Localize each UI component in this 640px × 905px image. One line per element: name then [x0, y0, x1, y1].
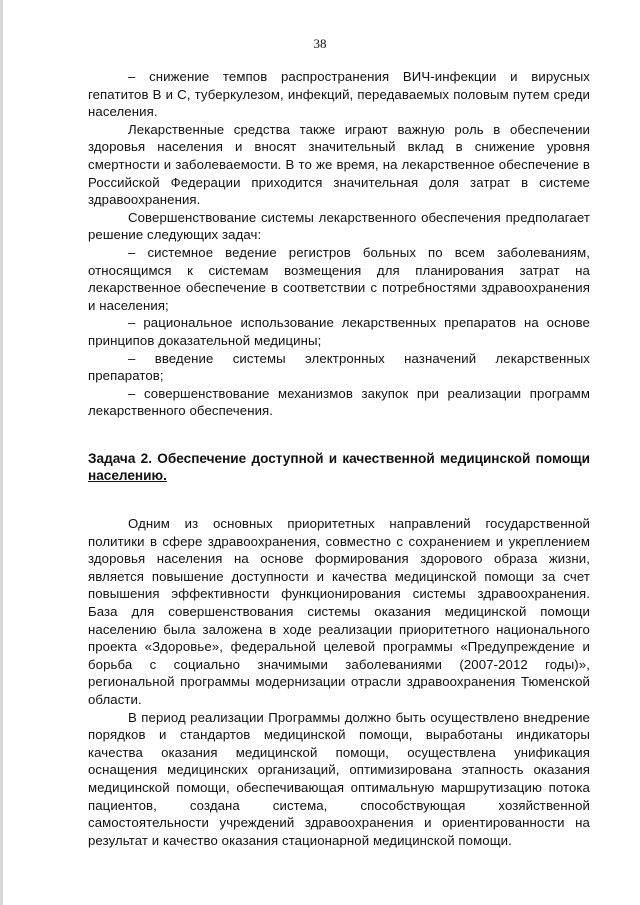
paragraph-priority-direction: Одним из основных приоритетных направлений государственной политики в сфере здравоохранения, совместно с сохранением и укреплением здоровья населения на основе формирования здорового образа жизни, является повышение доступности и качества медицинской помощи за счет повышения эффективности функционирования системы здравоохранения. База для совершенствования системы оказания медицинской помощи населению была заложена в ходе реализации приоритетного национального проекта «Здоровье», федеральной целевой программы «Предупреждение и борьба с социально значимыми заболеваниями (2007-2012 годы)», региональной программы модернизации отрасли здравоохранения Тюменской области.	[88, 516, 590, 707]
paragraph-program-period: В период реализации Программы должно быть осуществлено внедрение порядков и стандартов медицинской помощи, выработаны индикаторы качества оказания медицинской помощи, осуществлена унификация оснащения медицинских организаций, оптимизирована этапность оказания медицинской помощи, обеспечивающая оптимальную маршрутизацию потока пациентов, создана система, способствующая хозяйственной самостоятельности учреждений здравоохранения и ориентированности на результат и качество оказания стационарной медицинской помощи.	[88, 709, 590, 848]
page-content	[88, 68, 590, 849]
scan-edge	[0, 0, 3, 905]
section-heading-underlined: населению.	[88, 468, 167, 484]
paragraph-drug-supply-tasks: Совершенствование системы лекарственного обеспечения предполагает решение следующих задач:	[88, 209, 590, 243]
list-item-rational-use: – рациональное использование лекарственных препаратов на основе принципов доказательной медицины;	[88, 315, 590, 348]
list-item-electronic-prescriptions: – введение системы электронных назначений лекарственных препаратов;	[88, 350, 590, 384]
list-item-registers: – системное ведение регистров больных по всем заболеваниям, относящимся к системам возмещения для планирования затрат на лекарственное обеспечение в соответствии с потребностями здравоохранения и населения;	[88, 244, 590, 313]
paragraph-medicines-role: Лекарственные средства также играют важную роль в обеспечении здоровья населения и вносят значительный вклад в снижение уровня смертности и заболеваемости. В то же время, на лекарственное обеспечение в Российской Федерации приходится значительная доля затрат в системе здравоохранения.	[88, 121, 590, 208]
section-heading-text: Задача 2. Обеспечение доступной и качественной медицинской помощи	[88, 450, 590, 466]
page-number: 38	[313, 36, 327, 51]
list-item-procurement: – совершенствование механизмов закупок при реализации программ лекарственного обеспечения.	[88, 385, 590, 419]
paragraph-hiv-reduction: – снижение темпов распространения ВИЧ-инфекции и вирусных гепатитов В и С, туберкулезом, инфекций, передаваемых половым путем среди населения.	[88, 69, 590, 120]
section-heading	[88, 450, 590, 485]
